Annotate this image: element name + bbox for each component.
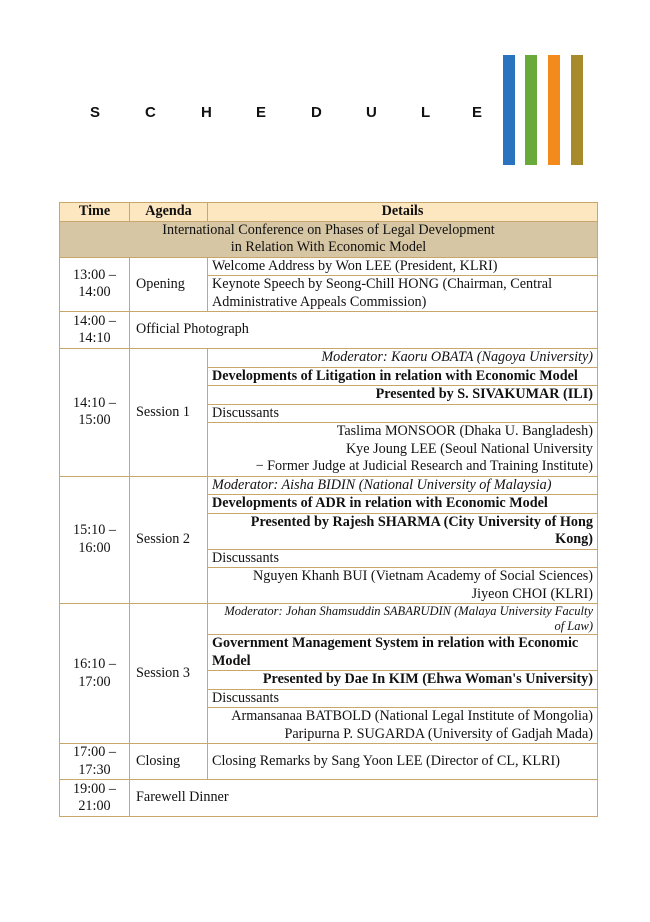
table-row <box>60 257 598 276</box>
opening-welcome: Welcome Address by Won LEE (President, KLRI) <box>208 257 598 276</box>
session2-discussant-1: Nguyen Khanh BUI (Vietnam Academy of Social Sciences) <box>253 568 593 584</box>
logo-bar-olive <box>571 55 583 165</box>
title-letter: E <box>472 104 483 121</box>
session2-discussants-label: Discussants <box>208 549 598 568</box>
opening-time: 13:00 – 14:00 <box>60 257 130 312</box>
session2-presenter: Presented by Rajesh SHARMA (City University of Hong Kong) <box>208 513 598 549</box>
header-details: Details <box>208 203 598 222</box>
session2-time: 15:10 – 16:00 <box>60 476 130 604</box>
photo-agenda: Official Photograph <box>130 312 598 349</box>
title-letter: D <box>311 104 322 121</box>
table-row <box>60 744 598 780</box>
closing-details: Closing Remarks by Sang Yoon LEE (Director of CL, KLRI) <box>208 744 598 780</box>
conference-banner <box>60 221 598 257</box>
title-letter: U <box>366 104 377 121</box>
session1-discussant-3: − Former Judge at Judicial Research and Training Institute) <box>255 458 593 474</box>
header-agenda: Agenda <box>130 203 208 222</box>
session2-topic: Developments of ADR in relation with Economic Model <box>208 495 598 514</box>
session3-discussant-1: Armansanaa BATBOLD (National Legal Institute of Mongolia) <box>231 708 593 724</box>
session3-discussant-2: Paripurna P. SUGARDA (University of Gadjah Mada) <box>284 725 593 742</box>
title-letter: E <box>256 104 267 121</box>
logo-bars <box>503 55 583 165</box>
session3-moderator: Moderator: Johan Shamsuddin SABARUDIN (Malaya University Faculty of Law) <box>208 604 598 635</box>
session3-discussants-label: Discussants <box>208 689 598 708</box>
title-letter: L <box>421 104 431 121</box>
session1-topic: Developments of Litigation in relation with Economic Model <box>208 367 598 386</box>
dinner-time: 19:00 – 21:00 <box>60 780 130 817</box>
banner-line-2: in Relation With Economic Model <box>230 239 427 255</box>
session1-discussants-label: Discussants <box>208 404 598 423</box>
session2-discussant-2: Jiyeon CHOI (KLRI) <box>471 585 593 602</box>
opening-keynote: Keynote Speech by Seong-Chill HONG (Chairman, Central Administrative Appeals Commission) <box>208 276 598 312</box>
logo-bar-green <box>525 55 537 165</box>
session3-time: 16:10 – 17:00 <box>60 604 130 744</box>
table-row <box>60 780 598 817</box>
session1-discussants <box>208 423 598 477</box>
banner-line-1: International Conference on Phases of Legal Development <box>162 221 495 238</box>
session2-discussants <box>208 568 598 604</box>
photo-time: 14:00 – 14:10 <box>60 312 130 349</box>
session1-agenda: Session 1 <box>130 349 208 477</box>
opening-agenda: Opening <box>130 257 208 312</box>
table-row <box>60 349 598 368</box>
session1-time: 14:10 – 15:00 <box>60 349 130 477</box>
session1-discussant-1: Taslima MONSOOR (Dhaka U. Bangladesh) <box>336 423 593 439</box>
session2-agenda: Session 2 <box>130 476 208 604</box>
closing-time: 17:00 – 17:30 <box>60 744 130 780</box>
session3-agenda: Session 3 <box>130 604 208 744</box>
title-letter: S <box>90 104 101 121</box>
table-row <box>60 476 598 495</box>
session1-discussant-2: Kye Joung LEE (Seoul National University <box>345 440 593 457</box>
session2-moderator: Moderator: Aisha BIDIN (National University of Malaysia) <box>208 476 598 495</box>
title-letter: H <box>201 104 212 121</box>
closing-agenda: Closing <box>130 744 208 780</box>
header-row <box>60 203 598 222</box>
table-row <box>60 312 598 349</box>
session1-moderator: Moderator: Kaoru OBATA (Nagoya University) <box>208 349 598 368</box>
table-row <box>60 604 598 635</box>
schedule-table <box>59 202 598 817</box>
session3-topic: Government Management System in relation with Economic Model <box>208 635 598 671</box>
logo-bar-blue <box>503 55 515 165</box>
header-time: Time <box>60 203 130 222</box>
session3-presenter: Presented by Dae In KIM (Ehwa Woman's University) <box>208 671 598 690</box>
logo-bar-orange <box>548 55 560 165</box>
title-letter: C <box>145 104 156 121</box>
dinner-agenda: Farewell Dinner <box>130 780 598 817</box>
schedule-title <box>90 104 490 126</box>
session1-presenter: Presented by S. SIVAKUMAR (ILI) <box>208 386 598 405</box>
session3-discussants <box>208 708 598 744</box>
